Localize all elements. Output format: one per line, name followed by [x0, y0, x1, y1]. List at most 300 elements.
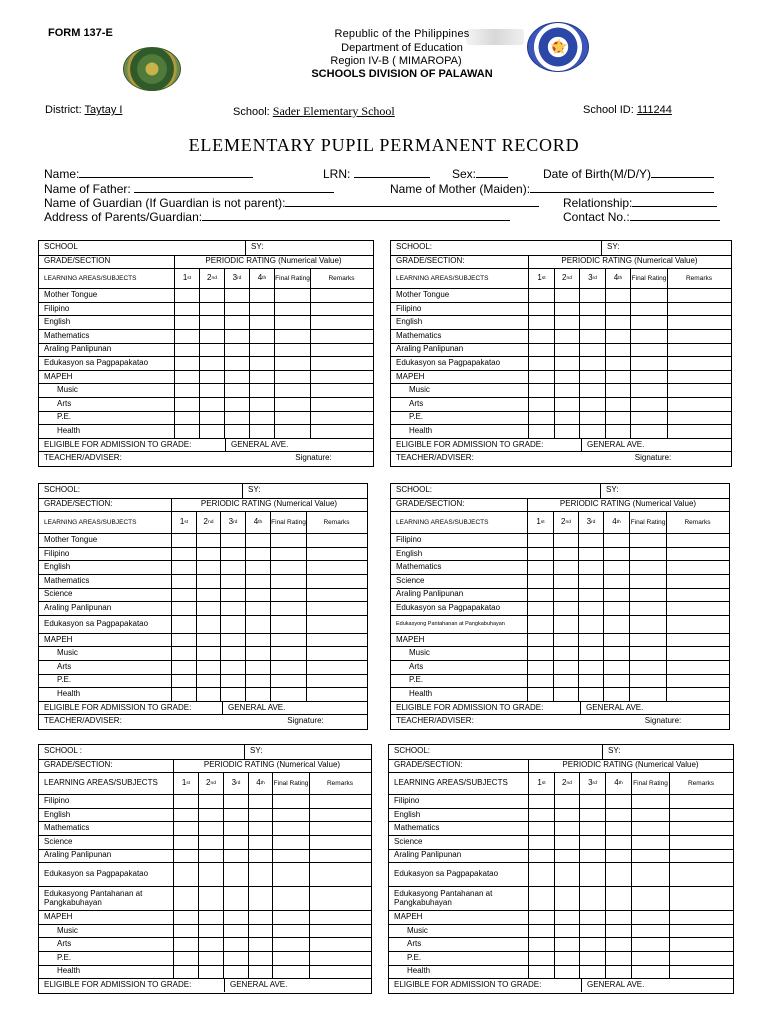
grade-cell[interactable] [249, 344, 274, 357]
grade-cell[interactable] [578, 561, 603, 574]
grade-cell[interactable] [605, 795, 631, 808]
grade-cell[interactable] [248, 850, 272, 863]
grade-cell[interactable] [667, 357, 730, 370]
grade-cell[interactable] [270, 589, 306, 602]
grade-cell[interactable] [669, 887, 732, 910]
grade-cell[interactable] [579, 836, 605, 849]
grade-cell[interactable] [629, 575, 666, 588]
grade-cell[interactable] [629, 647, 666, 660]
grade-cell[interactable] [579, 316, 605, 329]
grade-cell[interactable] [579, 911, 605, 924]
grade-cell[interactable] [603, 575, 629, 588]
grade-cell[interactable] [249, 398, 274, 411]
grade-cell[interactable] [196, 688, 220, 701]
grade-cell[interactable] [248, 863, 272, 886]
grade-cell[interactable] [249, 384, 274, 397]
grade-cell[interactable] [579, 966, 605, 979]
grade-cell[interactable] [629, 661, 666, 674]
grade-cell[interactable] [528, 357, 554, 370]
grade-cell[interactable] [270, 647, 306, 660]
grade-cell[interactable] [528, 925, 554, 938]
grade-cell[interactable] [173, 938, 198, 951]
grade-cell[interactable] [666, 602, 728, 615]
grade-cell[interactable] [173, 809, 198, 822]
grade-cell[interactable] [578, 602, 603, 615]
grade-cell[interactable] [220, 688, 245, 701]
grade-cell[interactable] [667, 330, 730, 343]
grade-cell[interactable] [603, 634, 629, 647]
grade-cell[interactable] [174, 316, 199, 329]
grade-cell[interactable] [199, 412, 224, 425]
grade-cell[interactable] [272, 952, 309, 965]
grade-cell[interactable] [272, 911, 309, 924]
grade-cell[interactable] [578, 575, 603, 588]
grade-cell[interactable] [306, 647, 366, 660]
grade-cell[interactable] [310, 316, 372, 329]
grade-cell[interactable] [553, 534, 578, 547]
grade-cell[interactable] [631, 966, 669, 979]
grade-cell[interactable] [306, 589, 366, 602]
grade-cell[interactable] [630, 371, 667, 384]
grade-cell[interactable] [198, 850, 223, 863]
grade-cell[interactable] [528, 911, 554, 924]
grade-cell[interactable] [579, 371, 605, 384]
grade-cell[interactable] [174, 384, 199, 397]
grade-cell[interactable] [306, 575, 366, 588]
grade-cell[interactable] [274, 316, 310, 329]
grade-cell[interactable] [248, 925, 272, 938]
grade-cell[interactable] [272, 925, 309, 938]
grade-cell[interactable] [173, 925, 198, 938]
grade-cell[interactable] [630, 384, 667, 397]
grade-cell[interactable] [310, 398, 372, 411]
grade-cell[interactable] [629, 675, 666, 688]
grade-cell[interactable] [528, 836, 554, 849]
grade-cell[interactable] [603, 548, 629, 561]
grade-cell[interactable] [220, 548, 245, 561]
grade-cell[interactable] [274, 289, 310, 302]
grade-cell[interactable] [310, 330, 372, 343]
grade-cell[interactable] [270, 661, 306, 674]
grade-cell[interactable] [223, 887, 248, 910]
grade-cell[interactable] [174, 330, 199, 343]
grade-cell[interactable] [173, 836, 198, 849]
grade-cell[interactable] [198, 809, 223, 822]
grade-cell[interactable] [527, 602, 553, 615]
grade-cell[interactable] [198, 966, 223, 979]
grade-cell[interactable] [629, 688, 666, 701]
grade-cell[interactable] [249, 412, 274, 425]
grade-cell[interactable] [667, 384, 730, 397]
grade-cell[interactable] [630, 330, 667, 343]
grade-cell[interactable] [553, 634, 578, 647]
grade-cell[interactable] [603, 602, 629, 615]
grade-cell[interactable] [249, 371, 274, 384]
grade-cell[interactable] [274, 398, 310, 411]
grade-cell[interactable] [171, 602, 196, 615]
grade-cell[interactable] [249, 289, 274, 302]
grade-cell[interactable] [667, 303, 730, 316]
grade-cell[interactable] [248, 887, 272, 910]
grade-cell[interactable] [667, 412, 730, 425]
grade-cell[interactable] [605, 357, 630, 370]
grade-cell[interactable] [309, 887, 370, 910]
grade-cell[interactable] [309, 850, 370, 863]
grade-cell[interactable] [527, 616, 553, 633]
grade-cell[interactable] [579, 398, 605, 411]
grade-cell[interactable] [245, 534, 270, 547]
grade-cell[interactable] [579, 809, 605, 822]
grade-cell[interactable] [605, 425, 630, 438]
grade-cell[interactable] [245, 561, 270, 574]
grade-cell[interactable] [669, 966, 732, 979]
grade-cell[interactable] [629, 589, 666, 602]
grade-cell[interactable] [224, 330, 249, 343]
grade-cell[interactable] [554, 357, 579, 370]
grade-cell[interactable] [173, 850, 198, 863]
grade-cell[interactable] [309, 952, 370, 965]
grade-cell[interactable] [248, 836, 272, 849]
grade-cell[interactable] [553, 575, 578, 588]
grade-cell[interactable] [605, 863, 631, 886]
grade-cell[interactable] [666, 661, 728, 674]
grade-cell[interactable] [245, 616, 270, 633]
grade-cell[interactable] [272, 850, 309, 863]
grade-cell[interactable] [629, 602, 666, 615]
grade-cell[interactable] [171, 675, 196, 688]
grade-cell[interactable] [224, 303, 249, 316]
grade-cell[interactable] [309, 809, 370, 822]
grade-cell[interactable] [603, 675, 629, 688]
grade-cell[interactable] [666, 589, 728, 602]
grade-cell[interactable] [631, 952, 669, 965]
grade-cell[interactable] [631, 836, 669, 849]
grade-cell[interactable] [667, 398, 730, 411]
grade-cell[interactable] [223, 925, 248, 938]
grade-cell[interactable] [554, 384, 579, 397]
grade-cell[interactable] [223, 952, 248, 965]
grade-cell[interactable] [272, 966, 309, 979]
grade-cell[interactable] [309, 822, 370, 835]
grade-cell[interactable] [196, 602, 220, 615]
grade-cell[interactable] [554, 850, 579, 863]
grade-cell[interactable] [220, 647, 245, 660]
grade-cell[interactable] [554, 795, 579, 808]
grade-cell[interactable] [669, 809, 732, 822]
grade-cell[interactable] [630, 316, 667, 329]
grade-cell[interactable] [605, 412, 630, 425]
grade-cell[interactable] [605, 303, 630, 316]
grade-cell[interactable] [603, 616, 629, 633]
grade-cell[interactable] [553, 602, 578, 615]
grade-cell[interactable] [196, 675, 220, 688]
grade-cell[interactable] [579, 863, 605, 886]
grade-cell[interactable] [270, 548, 306, 561]
grade-cell[interactable] [630, 303, 667, 316]
grade-cell[interactable] [667, 371, 730, 384]
grade-cell[interactable] [667, 344, 730, 357]
grade-cell[interactable] [223, 966, 248, 979]
grade-cell[interactable] [603, 589, 629, 602]
grade-cell[interactable] [196, 661, 220, 674]
grade-cell[interactable] [220, 602, 245, 615]
grade-cell[interactable] [174, 357, 199, 370]
grade-cell[interactable] [605, 330, 630, 343]
grade-cell[interactable] [578, 675, 603, 688]
grade-cell[interactable] [578, 661, 603, 674]
grade-cell[interactable] [173, 952, 198, 965]
grade-cell[interactable] [579, 330, 605, 343]
grade-cell[interactable] [309, 836, 370, 849]
grade-cell[interactable] [603, 647, 629, 660]
grade-cell[interactable] [629, 561, 666, 574]
grade-cell[interactable] [249, 303, 274, 316]
grade-cell[interactable] [270, 575, 306, 588]
grade-cell[interactable] [171, 534, 196, 547]
grade-cell[interactable] [306, 688, 366, 701]
grade-cell[interactable] [248, 795, 272, 808]
grade-cell[interactable] [578, 688, 603, 701]
grade-cell[interactable] [306, 561, 366, 574]
grade-cell[interactable] [224, 371, 249, 384]
grade-cell[interactable] [306, 534, 366, 547]
grade-cell[interactable] [223, 863, 248, 886]
grade-cell[interactable] [274, 330, 310, 343]
grade-cell[interactable] [272, 938, 309, 951]
grade-cell[interactable] [248, 809, 272, 822]
grade-cell[interactable] [579, 384, 605, 397]
grade-cell[interactable] [605, 384, 630, 397]
grade-cell[interactable] [196, 634, 220, 647]
grade-cell[interactable] [272, 887, 309, 910]
grade-cell[interactable] [309, 966, 370, 979]
grade-cell[interactable] [553, 616, 578, 633]
grade-cell[interactable] [248, 911, 272, 924]
grade-cell[interactable] [528, 863, 554, 886]
grade-cell[interactable] [630, 398, 667, 411]
grade-cell[interactable] [554, 863, 579, 886]
grade-cell[interactable] [309, 911, 370, 924]
grade-cell[interactable] [309, 938, 370, 951]
grade-cell[interactable] [578, 647, 603, 660]
grade-cell[interactable] [270, 688, 306, 701]
grade-cell[interactable] [527, 589, 553, 602]
grade-cell[interactable] [174, 398, 199, 411]
grade-cell[interactable] [306, 602, 366, 615]
grade-cell[interactable] [666, 616, 728, 633]
grade-cell[interactable] [270, 561, 306, 574]
grade-cell[interactable] [306, 616, 366, 633]
grade-cell[interactable] [245, 548, 270, 561]
grade-cell[interactable] [196, 616, 220, 633]
grade-cell[interactable] [603, 661, 629, 674]
grade-cell[interactable] [666, 675, 728, 688]
grade-cell[interactable] [171, 616, 196, 633]
grade-cell[interactable] [666, 561, 728, 574]
grade-cell[interactable] [274, 371, 310, 384]
grade-cell[interactable] [248, 938, 272, 951]
grade-cell[interactable] [527, 548, 553, 561]
grade-cell[interactable] [554, 371, 579, 384]
grade-cell[interactable] [528, 966, 554, 979]
grade-cell[interactable] [631, 911, 669, 924]
grade-cell[interactable] [306, 634, 366, 647]
grade-cell[interactable] [553, 661, 578, 674]
grade-cell[interactable] [528, 303, 554, 316]
grade-cell[interactable] [605, 952, 631, 965]
grade-cell[interactable] [629, 548, 666, 561]
grade-cell[interactable] [199, 357, 224, 370]
grade-cell[interactable] [199, 289, 224, 302]
grade-cell[interactable] [630, 357, 667, 370]
grade-cell[interactable] [220, 661, 245, 674]
grade-cell[interactable] [605, 850, 631, 863]
grade-cell[interactable] [196, 575, 220, 588]
grade-cell[interactable] [554, 887, 579, 910]
grade-cell[interactable] [173, 795, 198, 808]
grade-cell[interactable] [579, 357, 605, 370]
grade-cell[interactable] [630, 412, 667, 425]
grade-cell[interactable] [554, 330, 579, 343]
grade-cell[interactable] [245, 575, 270, 588]
grade-cell[interactable] [174, 289, 199, 302]
grade-cell[interactable] [605, 966, 631, 979]
grade-cell[interactable] [199, 384, 224, 397]
grade-cell[interactable] [173, 887, 198, 910]
grade-cell[interactable] [527, 661, 553, 674]
grade-cell[interactable] [528, 425, 554, 438]
grade-cell[interactable] [629, 616, 666, 633]
grade-cell[interactable] [629, 634, 666, 647]
grade-cell[interactable] [579, 795, 605, 808]
grade-cell[interactable] [630, 289, 667, 302]
grade-cell[interactable] [554, 425, 579, 438]
grade-cell[interactable] [223, 822, 248, 835]
grade-cell[interactable] [579, 938, 605, 951]
grade-cell[interactable] [605, 344, 630, 357]
grade-cell[interactable] [579, 289, 605, 302]
grade-cell[interactable] [605, 289, 630, 302]
grade-cell[interactable] [249, 425, 274, 438]
grade-cell[interactable] [270, 616, 306, 633]
grade-cell[interactable] [669, 850, 732, 863]
grade-cell[interactable] [605, 316, 630, 329]
grade-cell[interactable] [605, 938, 631, 951]
grade-cell[interactable] [220, 534, 245, 547]
grade-cell[interactable] [310, 289, 372, 302]
grade-cell[interactable] [579, 425, 605, 438]
grade-cell[interactable] [199, 344, 224, 357]
grade-cell[interactable] [310, 371, 372, 384]
grade-cell[interactable] [669, 822, 732, 835]
grade-cell[interactable] [196, 548, 220, 561]
grade-cell[interactable] [306, 675, 366, 688]
grade-cell[interactable] [667, 289, 730, 302]
grade-cell[interactable] [528, 344, 554, 357]
grade-cell[interactable] [605, 822, 631, 835]
grade-cell[interactable] [605, 925, 631, 938]
grade-cell[interactable] [553, 675, 578, 688]
grade-cell[interactable] [631, 938, 669, 951]
grade-cell[interactable] [272, 809, 309, 822]
grade-cell[interactable] [669, 795, 732, 808]
grade-cell[interactable] [309, 925, 370, 938]
grade-cell[interactable] [198, 925, 223, 938]
grade-cell[interactable] [198, 836, 223, 849]
grade-cell[interactable] [579, 344, 605, 357]
grade-cell[interactable] [554, 938, 579, 951]
grade-cell[interactable] [270, 634, 306, 647]
grade-cell[interactable] [245, 647, 270, 660]
grade-cell[interactable] [220, 589, 245, 602]
grade-cell[interactable] [270, 602, 306, 615]
grade-cell[interactable] [245, 602, 270, 615]
grade-cell[interactable] [528, 822, 554, 835]
grade-cell[interactable] [224, 425, 249, 438]
grade-cell[interactable] [527, 534, 553, 547]
grade-cell[interactable] [528, 398, 554, 411]
grade-cell[interactable] [666, 575, 728, 588]
grade-cell[interactable] [527, 688, 553, 701]
grade-cell[interactable] [223, 938, 248, 951]
grade-cell[interactable] [173, 911, 198, 924]
grade-cell[interactable] [527, 561, 553, 574]
grade-cell[interactable] [579, 850, 605, 863]
grade-cell[interactable] [171, 661, 196, 674]
grade-cell[interactable] [310, 425, 372, 438]
grade-cell[interactable] [310, 357, 372, 370]
grade-cell[interactable] [270, 675, 306, 688]
grade-cell[interactable] [631, 850, 669, 863]
grade-cell[interactable] [669, 863, 732, 886]
grade-cell[interactable] [666, 647, 728, 660]
grade-cell[interactable] [553, 688, 578, 701]
grade-cell[interactable] [199, 303, 224, 316]
grade-cell[interactable] [605, 836, 631, 849]
grade-cell[interactable] [579, 303, 605, 316]
grade-cell[interactable] [528, 938, 554, 951]
grade-cell[interactable] [245, 675, 270, 688]
grade-cell[interactable] [554, 966, 579, 979]
grade-cell[interactable] [310, 303, 372, 316]
grade-cell[interactable] [223, 850, 248, 863]
grade-cell[interactable] [274, 344, 310, 357]
grade-cell[interactable] [553, 589, 578, 602]
grade-cell[interactable] [196, 534, 220, 547]
grade-cell[interactable] [224, 412, 249, 425]
grade-cell[interactable] [198, 911, 223, 924]
grade-cell[interactable] [605, 911, 631, 924]
grade-cell[interactable] [630, 344, 667, 357]
grade-cell[interactable] [173, 966, 198, 979]
grade-cell[interactable] [199, 330, 224, 343]
grade-cell[interactable] [174, 412, 199, 425]
grade-cell[interactable] [171, 575, 196, 588]
grade-cell[interactable] [631, 822, 669, 835]
grade-cell[interactable] [578, 589, 603, 602]
grade-cell[interactable] [174, 425, 199, 438]
grade-cell[interactable] [224, 357, 249, 370]
grade-cell[interactable] [527, 647, 553, 660]
grade-cell[interactable] [631, 809, 669, 822]
grade-cell[interactable] [578, 634, 603, 647]
grade-cell[interactable] [306, 548, 366, 561]
grade-cell[interactable] [224, 289, 249, 302]
grade-cell[interactable] [527, 575, 553, 588]
grade-cell[interactable] [306, 661, 366, 674]
grade-cell[interactable] [579, 952, 605, 965]
grade-cell[interactable] [528, 809, 554, 822]
